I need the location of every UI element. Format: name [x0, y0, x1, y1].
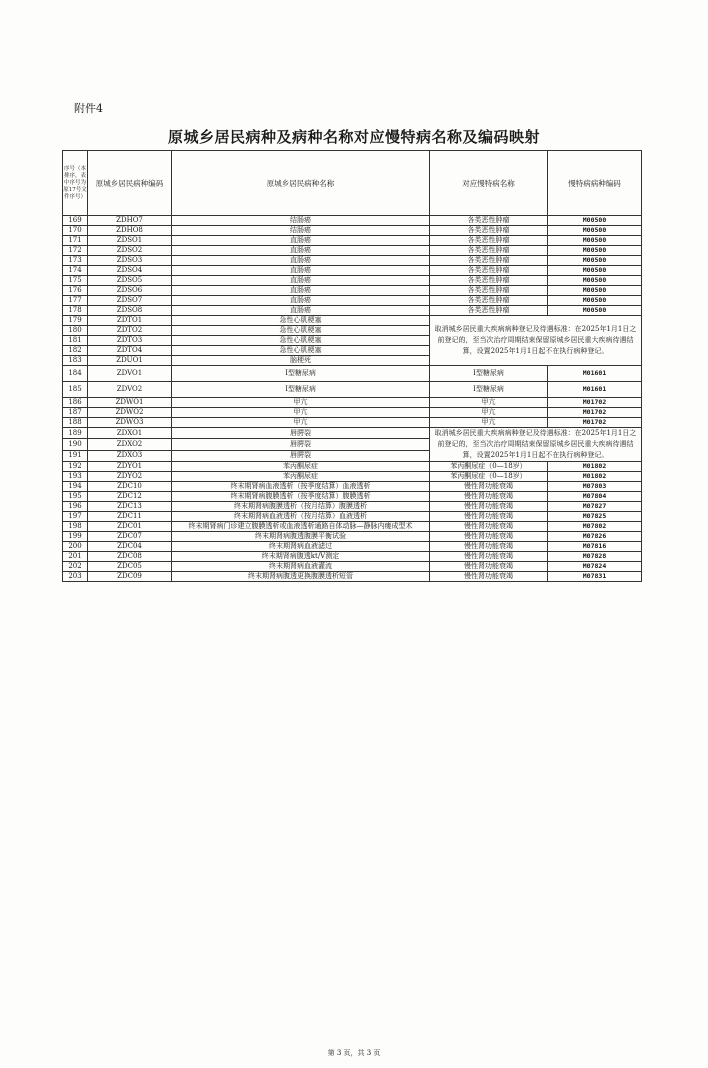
- table-row: [63, 552, 642, 562]
- new-name-cell: 各类恶性肿瘤: [430, 286, 548, 296]
- new-name-cell: I型糖尿病: [430, 366, 548, 382]
- orig-name-cell: 甲亢: [172, 408, 430, 418]
- row-index-cell: 196: [63, 502, 88, 512]
- orig-name-cell: 急性心肌梗塞: [172, 316, 430, 326]
- row-index-cell: 176: [63, 286, 88, 296]
- orig-name-cell: 直肠癌: [172, 266, 430, 276]
- table-row: [63, 408, 642, 418]
- orig-code-cell: ZDHO7: [88, 216, 172, 226]
- orig-name-cell: 直肠癌: [172, 256, 430, 266]
- orig-code-cell: ZDC11: [88, 512, 172, 522]
- table-row: [63, 246, 642, 256]
- orig-code-cell: ZDC01: [88, 522, 172, 532]
- table-row: [63, 266, 642, 276]
- attachment-label: 附件4: [74, 102, 103, 115]
- new-name-cell: 慢性肾功能衰竭: [430, 512, 548, 522]
- header-new-code: 慢特病病种编码: [548, 151, 642, 216]
- row-index-cell: 171: [63, 236, 88, 246]
- orig-name-cell: 终末期肾病腹透kt/V测定: [172, 552, 430, 562]
- new-code-cell: M07827: [548, 502, 642, 512]
- orig-name-cell: 直肠癌: [172, 296, 430, 306]
- orig-name-cell: I型糖尿病: [172, 382, 430, 398]
- row-index-cell: 173: [63, 256, 88, 266]
- table-row: [63, 382, 642, 398]
- row-index-cell: 198: [63, 522, 88, 532]
- new-code-cell: M01601: [548, 366, 642, 382]
- orig-name-cell: 直肠癌: [172, 306, 430, 316]
- new-name-cell: 慢性肾功能衰竭: [430, 522, 548, 532]
- new-name-cell: 各类恶性肿瘤: [430, 216, 548, 226]
- new-code-cell: M00500: [548, 246, 642, 256]
- orig-name-cell: 唇腭裂: [172, 439, 430, 450]
- new-name-cell: 慢性肾功能衰竭: [430, 552, 548, 562]
- new-name-cell: I型糖尿病: [430, 382, 548, 398]
- row-index-cell: 179: [63, 316, 88, 326]
- new-name-cell: 各类恶性肿瘤: [430, 226, 548, 236]
- orig-name-cell: 急性心肌梗塞: [172, 346, 430, 356]
- new-code-cell: M00500: [548, 266, 642, 276]
- new-code-cell: M07802: [548, 522, 642, 532]
- new-name-cell: 苯丙酮尿症（0—18岁）: [430, 472, 548, 482]
- orig-name-cell: 唇腭裂: [172, 428, 430, 439]
- mapping-table: [62, 150, 642, 582]
- table-row: [63, 226, 642, 236]
- row-index-cell: 193: [63, 472, 88, 482]
- orig-name-cell: 终末期肾病血液透析（按季度结算）血液透析: [172, 482, 430, 492]
- new-code-cell: M00500: [548, 236, 642, 246]
- table-row: [63, 502, 642, 512]
- row-index-cell: 201: [63, 552, 88, 562]
- table-row: [63, 532, 642, 542]
- table-row: [63, 306, 642, 316]
- new-name-cell: 甲亢: [430, 398, 548, 408]
- page-footer: 第 3 页，共 3 页: [327, 1049, 381, 1057]
- row-index-cell: 185: [63, 382, 88, 398]
- new-code-cell: M01601: [548, 382, 642, 398]
- row-index-cell: 199: [63, 532, 88, 542]
- row-index-cell: 194: [63, 482, 88, 492]
- table-row: [63, 366, 642, 382]
- table-row: [63, 296, 642, 306]
- row-index-cell: 177: [63, 296, 88, 306]
- table-row: [63, 276, 642, 286]
- new-name-cell: 慢性肾功能衰竭: [430, 562, 548, 572]
- new-code-cell: M07816: [548, 542, 642, 552]
- new-code-cell: M00500: [548, 286, 642, 296]
- row-index-cell: 203: [63, 572, 88, 582]
- new-code-cell: M01802: [548, 472, 642, 482]
- new-name-cell: 慢性肾功能衰竭: [430, 492, 548, 502]
- new-name-cell: 各类恶性肿瘤: [430, 256, 548, 266]
- table-row: [63, 428, 642, 439]
- row-index-cell: 186: [63, 398, 88, 408]
- orig-name-cell: 终末期肾病门诊建立腹膜透析或血液透析通路自体动脉—静脉内瘘成型术: [172, 522, 430, 532]
- new-name-cell: 各类恶性肿瘤: [430, 236, 548, 246]
- table-row: [63, 562, 642, 572]
- orig-code-cell: ZDWO2: [88, 408, 172, 418]
- policy-note-cell: 取消城乡居民重大疾病病种登记及待遇标准：在2025年1月1日之前登记的，至当次治疗周期结束保留原城乡居民重大疾病待遇结算，设置2025年1月1日起不在执行病种登记。: [430, 428, 642, 462]
- orig-code-cell: ZDC09: [88, 572, 172, 582]
- row-index-cell: 190: [63, 439, 88, 450]
- new-code-cell: M01702: [548, 408, 642, 418]
- orig-name-cell: 甲亢: [172, 398, 430, 408]
- new-name-cell: 慢性肾功能衰竭: [430, 482, 548, 492]
- orig-code-cell: ZDC13: [88, 502, 172, 512]
- table-row: [63, 418, 642, 428]
- row-index-cell: 181: [63, 336, 88, 346]
- new-name-cell: 各类恶性肿瘤: [430, 246, 548, 256]
- new-name-cell: 慢性肾功能衰竭: [430, 532, 548, 542]
- orig-code-cell: ZDSO3: [88, 256, 172, 266]
- row-index-cell: 202: [63, 562, 88, 572]
- orig-name-cell: 结肠癌: [172, 226, 430, 236]
- orig-name-cell: 结肠癌: [172, 216, 430, 226]
- table-row: [63, 398, 642, 408]
- row-index-cell: 175: [63, 276, 88, 286]
- row-index-cell: 180: [63, 326, 88, 336]
- row-index-cell: 178: [63, 306, 88, 316]
- orig-code-cell: ZDTO2: [88, 326, 172, 336]
- orig-name-cell: 直肠癌: [172, 286, 430, 296]
- new-name-cell: 各类恶性肿瘤: [430, 276, 548, 286]
- table-body: [63, 216, 642, 582]
- new-name-cell: 甲亢: [430, 418, 548, 428]
- orig-code-cell: ZDC12: [88, 492, 172, 502]
- new-code-cell: M07828: [548, 552, 642, 562]
- new-code-cell: M01802: [548, 462, 642, 472]
- row-index-cell: 197: [63, 512, 88, 522]
- orig-code-cell: ZDXO2: [88, 439, 172, 450]
- orig-code-cell: ZDTO1: [88, 316, 172, 326]
- orig-name-cell: 直肠癌: [172, 236, 430, 246]
- header-orig-name: 原城乡居民病种名称: [172, 151, 430, 216]
- orig-code-cell: ZDYO1: [88, 462, 172, 472]
- orig-code-cell: ZDC10: [88, 482, 172, 492]
- new-code-cell: M00500: [548, 256, 642, 266]
- new-name-cell: 慢性肾功能衰竭: [430, 502, 548, 512]
- new-code-cell: M01702: [548, 398, 642, 408]
- row-index-cell: 188: [63, 418, 88, 428]
- orig-code-cell: ZDSO4: [88, 266, 172, 276]
- table-row: [63, 482, 642, 492]
- orig-code-cell: ZDSO5: [88, 276, 172, 286]
- new-name-cell: 各类恶性肿瘤: [430, 306, 548, 316]
- orig-name-cell: 苯丙酮尿症: [172, 462, 430, 472]
- orig-name-cell: 苯丙酮尿症: [172, 472, 430, 482]
- new-name-cell: 各类恶性肿瘤: [430, 266, 548, 276]
- table-row: [63, 256, 642, 266]
- new-name-cell: 苯丙酮尿症（0—18岁）: [430, 462, 548, 472]
- orig-code-cell: ZDTO3: [88, 336, 172, 346]
- orig-code-cell: ZDVO2: [88, 382, 172, 398]
- row-index-cell: 170: [63, 226, 88, 236]
- row-index-cell: 195: [63, 492, 88, 502]
- row-index-cell: 191: [63, 450, 88, 461]
- table-row: [63, 572, 642, 582]
- table-row: [63, 542, 642, 552]
- orig-code-cell: ZDC05: [88, 562, 172, 572]
- new-name-cell: 各类恶性肿瘤: [430, 296, 548, 306]
- new-code-cell: M00500: [548, 216, 642, 226]
- new-name-cell: 甲亢: [430, 408, 548, 418]
- table-row: [63, 286, 642, 296]
- table-row: [63, 316, 642, 326]
- new-code-cell: M07826: [548, 532, 642, 542]
- table-row: [63, 512, 642, 522]
- row-index-cell: 189: [63, 428, 88, 439]
- table-row: [63, 492, 642, 502]
- policy-note-cell: 取消城乡居民重大疾病病种登记及待遇标准：在2025年1月1日之前登记的，至当次治疗周期结束保留原城乡居民重大疾病待遇结算，设置2025年1月1日起不在执行病种登记。: [430, 316, 642, 366]
- row-index-cell: 192: [63, 462, 88, 472]
- orig-name-cell: 直肠癌: [172, 246, 430, 256]
- orig-name-cell: 终末期肾病血液灌流: [172, 562, 430, 572]
- orig-code-cell: ZDSO8: [88, 306, 172, 316]
- table-row: [63, 462, 642, 472]
- table-row: [63, 522, 642, 532]
- table-row: [63, 236, 642, 246]
- orig-code-cell: ZDSO2: [88, 246, 172, 256]
- table-row: [63, 472, 642, 482]
- new-code-cell: M00500: [548, 296, 642, 306]
- orig-code-cell: ZDSO1: [88, 236, 172, 246]
- orig-name-cell: 甲亢: [172, 418, 430, 428]
- mapping-table-container: [62, 150, 642, 582]
- row-index-cell: 200: [63, 542, 88, 552]
- orig-name-cell: 直肠癌: [172, 276, 430, 286]
- orig-name-cell: 脑梗死: [172, 356, 430, 366]
- orig-name-cell: 终末期肾病腹透更换腹膜透析短管: [172, 572, 430, 582]
- orig-code-cell: ZDUO1: [88, 356, 172, 366]
- row-index-cell: 169: [63, 216, 88, 226]
- orig-name-cell: 终末期肾病腹透腹膜平衡试验: [172, 532, 430, 542]
- header-new-name: 对应慢特病名称: [430, 151, 548, 216]
- new-code-cell: M00500: [548, 306, 642, 316]
- orig-code-cell: ZDVO1: [88, 366, 172, 382]
- row-index-cell: 187: [63, 408, 88, 418]
- orig-code-cell: ZDXO3: [88, 450, 172, 461]
- orig-name-cell: 终末期肾病血液滤过: [172, 542, 430, 552]
- orig-name-cell: I型糖尿病: [172, 366, 430, 382]
- new-name-cell: 慢性肾功能衰竭: [430, 572, 548, 582]
- orig-code-cell: ZDYO2: [88, 472, 172, 482]
- new-name-cell: 慢性肾功能衰竭: [430, 542, 548, 552]
- new-code-cell: M01702: [548, 418, 642, 428]
- row-index-cell: 182: [63, 346, 88, 356]
- orig-code-cell: ZDC08: [88, 552, 172, 562]
- orig-name-cell: 急性心肌梗塞: [172, 326, 430, 336]
- row-index-cell: 172: [63, 246, 88, 256]
- orig-name-cell: 终末期肾病腹膜透析（按季度结算）腹膜透析: [172, 492, 430, 502]
- new-code-cell: M07831: [548, 572, 642, 582]
- orig-code-cell: ZDSO7: [88, 296, 172, 306]
- orig-code-cell: ZDSO6: [88, 286, 172, 296]
- orig-name-cell: 终末期肾病血液透析（按月结算）血液透析: [172, 512, 430, 522]
- orig-code-cell: ZDC04: [88, 542, 172, 552]
- new-code-cell: M00500: [548, 276, 642, 286]
- orig-code-cell: ZDTO4: [88, 346, 172, 356]
- row-index-cell: 184: [63, 366, 88, 382]
- orig-name-cell: 唇腭裂: [172, 450, 430, 461]
- orig-code-cell: ZDWO3: [88, 418, 172, 428]
- orig-name-cell: 终末期肾病腹膜透析（按月结算）腹膜透析: [172, 502, 430, 512]
- new-code-cell: M07803: [548, 482, 642, 492]
- orig-code-cell: ZDHO8: [88, 226, 172, 236]
- header-index: 序号（本排序，表中序号为原17号文件序号）: [63, 151, 88, 216]
- orig-code-cell: ZDC07: [88, 532, 172, 542]
- new-code-cell: M07825: [548, 512, 642, 522]
- header-orig-code: 原城乡居民病种编码: [88, 151, 172, 216]
- row-index-cell: 183: [63, 356, 88, 366]
- table-row: [63, 216, 642, 226]
- orig-code-cell: ZDWO1: [88, 398, 172, 408]
- new-code-cell: M00500: [548, 226, 642, 236]
- new-code-cell: M07824: [548, 562, 642, 572]
- document-title: 原城乡居民病种及病种名称对应慢特病名称及编码映射: [167, 128, 540, 146]
- orig-code-cell: ZDXO1: [88, 428, 172, 439]
- new-code-cell: M07804: [548, 492, 642, 502]
- table-header-row: [63, 151, 642, 216]
- row-index-cell: 174: [63, 266, 88, 276]
- orig-name-cell: 急性心肌梗塞: [172, 336, 430, 346]
